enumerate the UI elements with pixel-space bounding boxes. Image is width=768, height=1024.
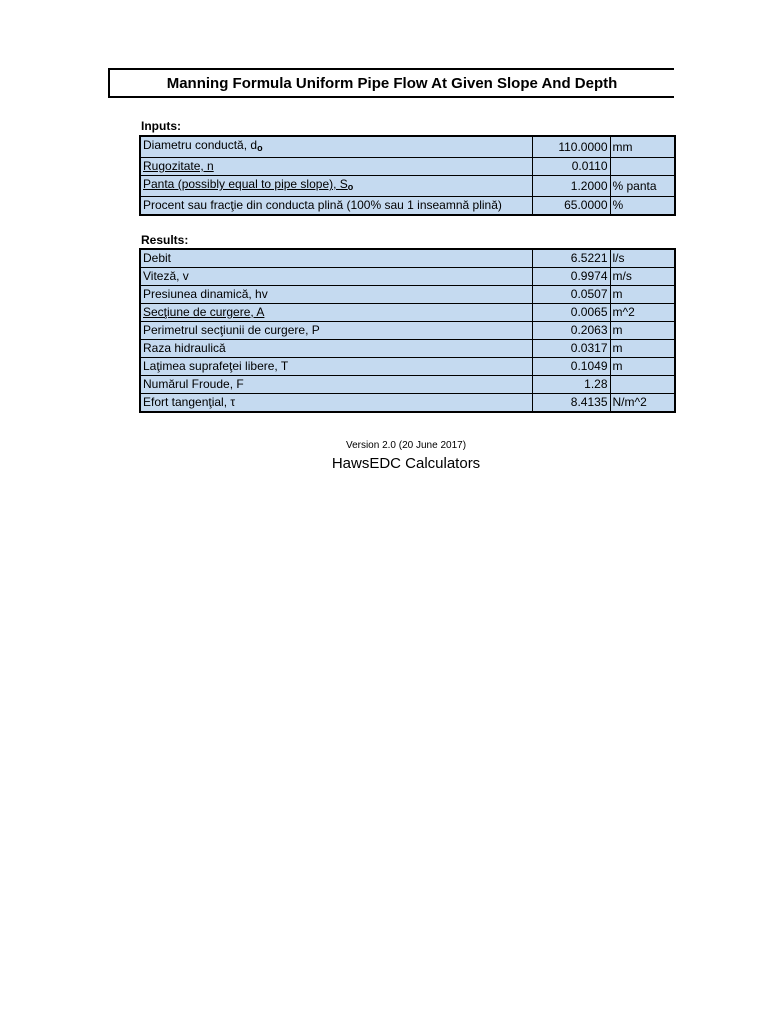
input-unit: % panta	[610, 176, 675, 197]
result-unit: m	[610, 358, 675, 376]
result-value: 0.0317	[532, 340, 610, 358]
table-row	[140, 376, 675, 394]
input-unit: mm	[610, 136, 675, 158]
results-table	[139, 248, 676, 413]
result-label: Secţiune de curgere, A	[140, 304, 532, 322]
input-label: Diametru conductă, $d_o$	[140, 136, 532, 158]
table-row	[140, 136, 675, 158]
input-value[interactable]: 65.0000	[532, 197, 610, 216]
result-label: Viteză, v	[140, 268, 532, 286]
result-label: Presiunea dinamică, hv	[140, 286, 532, 304]
result-value: 1.28	[532, 376, 610, 394]
table-row	[140, 158, 675, 176]
result-label: Perimetrul secţiunii de curgere, P	[140, 322, 532, 340]
result-value: 0.9974	[532, 268, 610, 286]
result-value: 0.0507	[532, 286, 610, 304]
table-row	[140, 394, 675, 413]
input-value[interactable]: 1.2000	[532, 176, 610, 197]
result-unit: m	[610, 322, 675, 340]
result-unit: m/s	[610, 268, 675, 286]
result-value: 6.5221	[532, 249, 610, 268]
result-value: 8.4135	[532, 394, 610, 413]
table-row	[140, 358, 675, 376]
result-value: 0.0065	[532, 304, 610, 322]
input-label: Rugozitate, n	[140, 158, 532, 176]
result-unit: m	[610, 340, 675, 358]
inputs-label: Inputs:	[141, 119, 181, 133]
result-unit: l/s	[610, 249, 675, 268]
input-value[interactable]: 110.0000	[532, 136, 610, 158]
result-label: Numărul Froude, F	[140, 376, 532, 394]
version-text: Version 2.0 (20 June 2017)	[345, 440, 467, 451]
table-row	[140, 197, 675, 216]
result-label: Laţimea suprafeţei libere, T	[140, 358, 532, 376]
table-row	[140, 322, 675, 340]
result-label: Raza hidraulică	[140, 340, 532, 358]
table-row	[140, 286, 675, 304]
page-title	[108, 68, 674, 98]
result-unit: m^2	[610, 304, 675, 322]
input-value[interactable]: 0.0110	[532, 158, 610, 176]
result-unit: m	[610, 286, 675, 304]
inputs-table	[139, 135, 676, 216]
table-row	[140, 340, 675, 358]
input-unit: %	[610, 197, 675, 216]
result-value: 0.1049	[532, 358, 610, 376]
table-row	[140, 304, 675, 322]
results-label: Results:	[141, 233, 189, 247]
result-label: Efort tangenţial, τ	[140, 394, 532, 413]
input-label: Procent sau fracţie din conducta plină (100% sau 1 inseamnă plină)	[140, 197, 532, 216]
page-title-text: Manning Formula Uniform Pipe Flow At Given Slope And Depth	[166, 74, 618, 92]
table-row	[140, 176, 675, 197]
input-unit	[610, 158, 675, 176]
brand-text: HawsEDC Calculators	[331, 455, 481, 472]
result-value: 0.2063	[532, 322, 610, 340]
result-label: Debit	[140, 249, 532, 268]
input-label: Panta (possibly equal to pipe slope), $S_o$	[140, 176, 532, 197]
result-unit: N/m^2	[610, 394, 675, 413]
result-unit	[610, 376, 675, 394]
table-row	[140, 249, 675, 268]
table-row	[140, 268, 675, 286]
